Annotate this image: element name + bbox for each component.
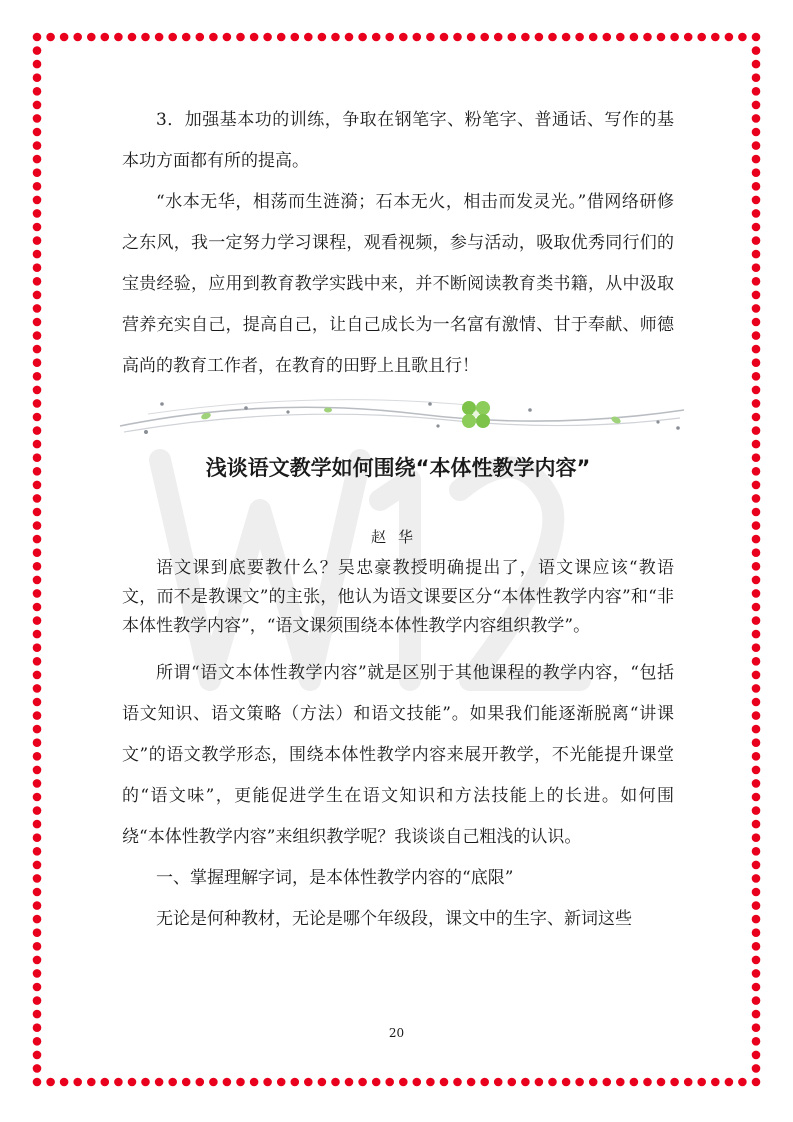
article-author: 赵华 <box>370 528 425 546</box>
page-number: 20 <box>388 1026 405 1040</box>
article-title: 浅谈语文教学如何围绕“本体性教学内容” <box>205 456 591 480</box>
article-paragraph-2: 所谓“语文本体性教学内容”就是区别于其他课程的教学内容，“包括语文知识、语文策略（方法）和语文技能”。如果我们能逐渐脱离“讲课文”的语文教学形态，围绕本体性教学内容来展开教学，不光能提升课堂的“语文味”，更能促进学生在语文知识和方法技能上的长进。如何围绕“本体性教学内容”来组织教学呢？我谈谈自己粗浅的认识。 <box>122 663 674 847</box>
clover-vine-divider-icon <box>118 392 686 438</box>
intro-paragraph-2: “水本无华，相荡而生涟漪；石本无火，相击而发灵光。”借网络研修之东风，我一定努力学习课程，观看视频，参与活动，吸取优秀同行们的宝贵经验，应用到教育教学实践中来，并不断阅读教育类书籍，从中汲取营养充实自己，提高自己，让自己成长为一名富有激情、甘于奉献、师德高尚的教育工作者，在教育的田野上且歌且行！ <box>122 192 674 376</box>
article-paragraph-1: 语文课到底要教什么？吴忠豪教授明确提出了，语文课应该“教语文，而不是教课文”的主张，他认为语文课要区分“本体性教学内容”和“非本体性教学内容”，“语文课须围绕本体性教学内容组织教学”。 <box>122 558 674 636</box>
intro-paragraph-1: 3．加强基本功的训练，争取在钢笔字、粉笔字、普通话、写作的基本功方面都有所的提高。 <box>122 110 674 171</box>
article-body <box>122 554 674 940</box>
article-paragraph-3: 无论是何种教材，无论是哪个年级段，课文中的生字、新词这些 <box>156 909 632 929</box>
article-heading-1: 一、掌握理解字词，是本体性教学内容的“底限” <box>156 868 514 888</box>
intro-section <box>122 100 674 387</box>
